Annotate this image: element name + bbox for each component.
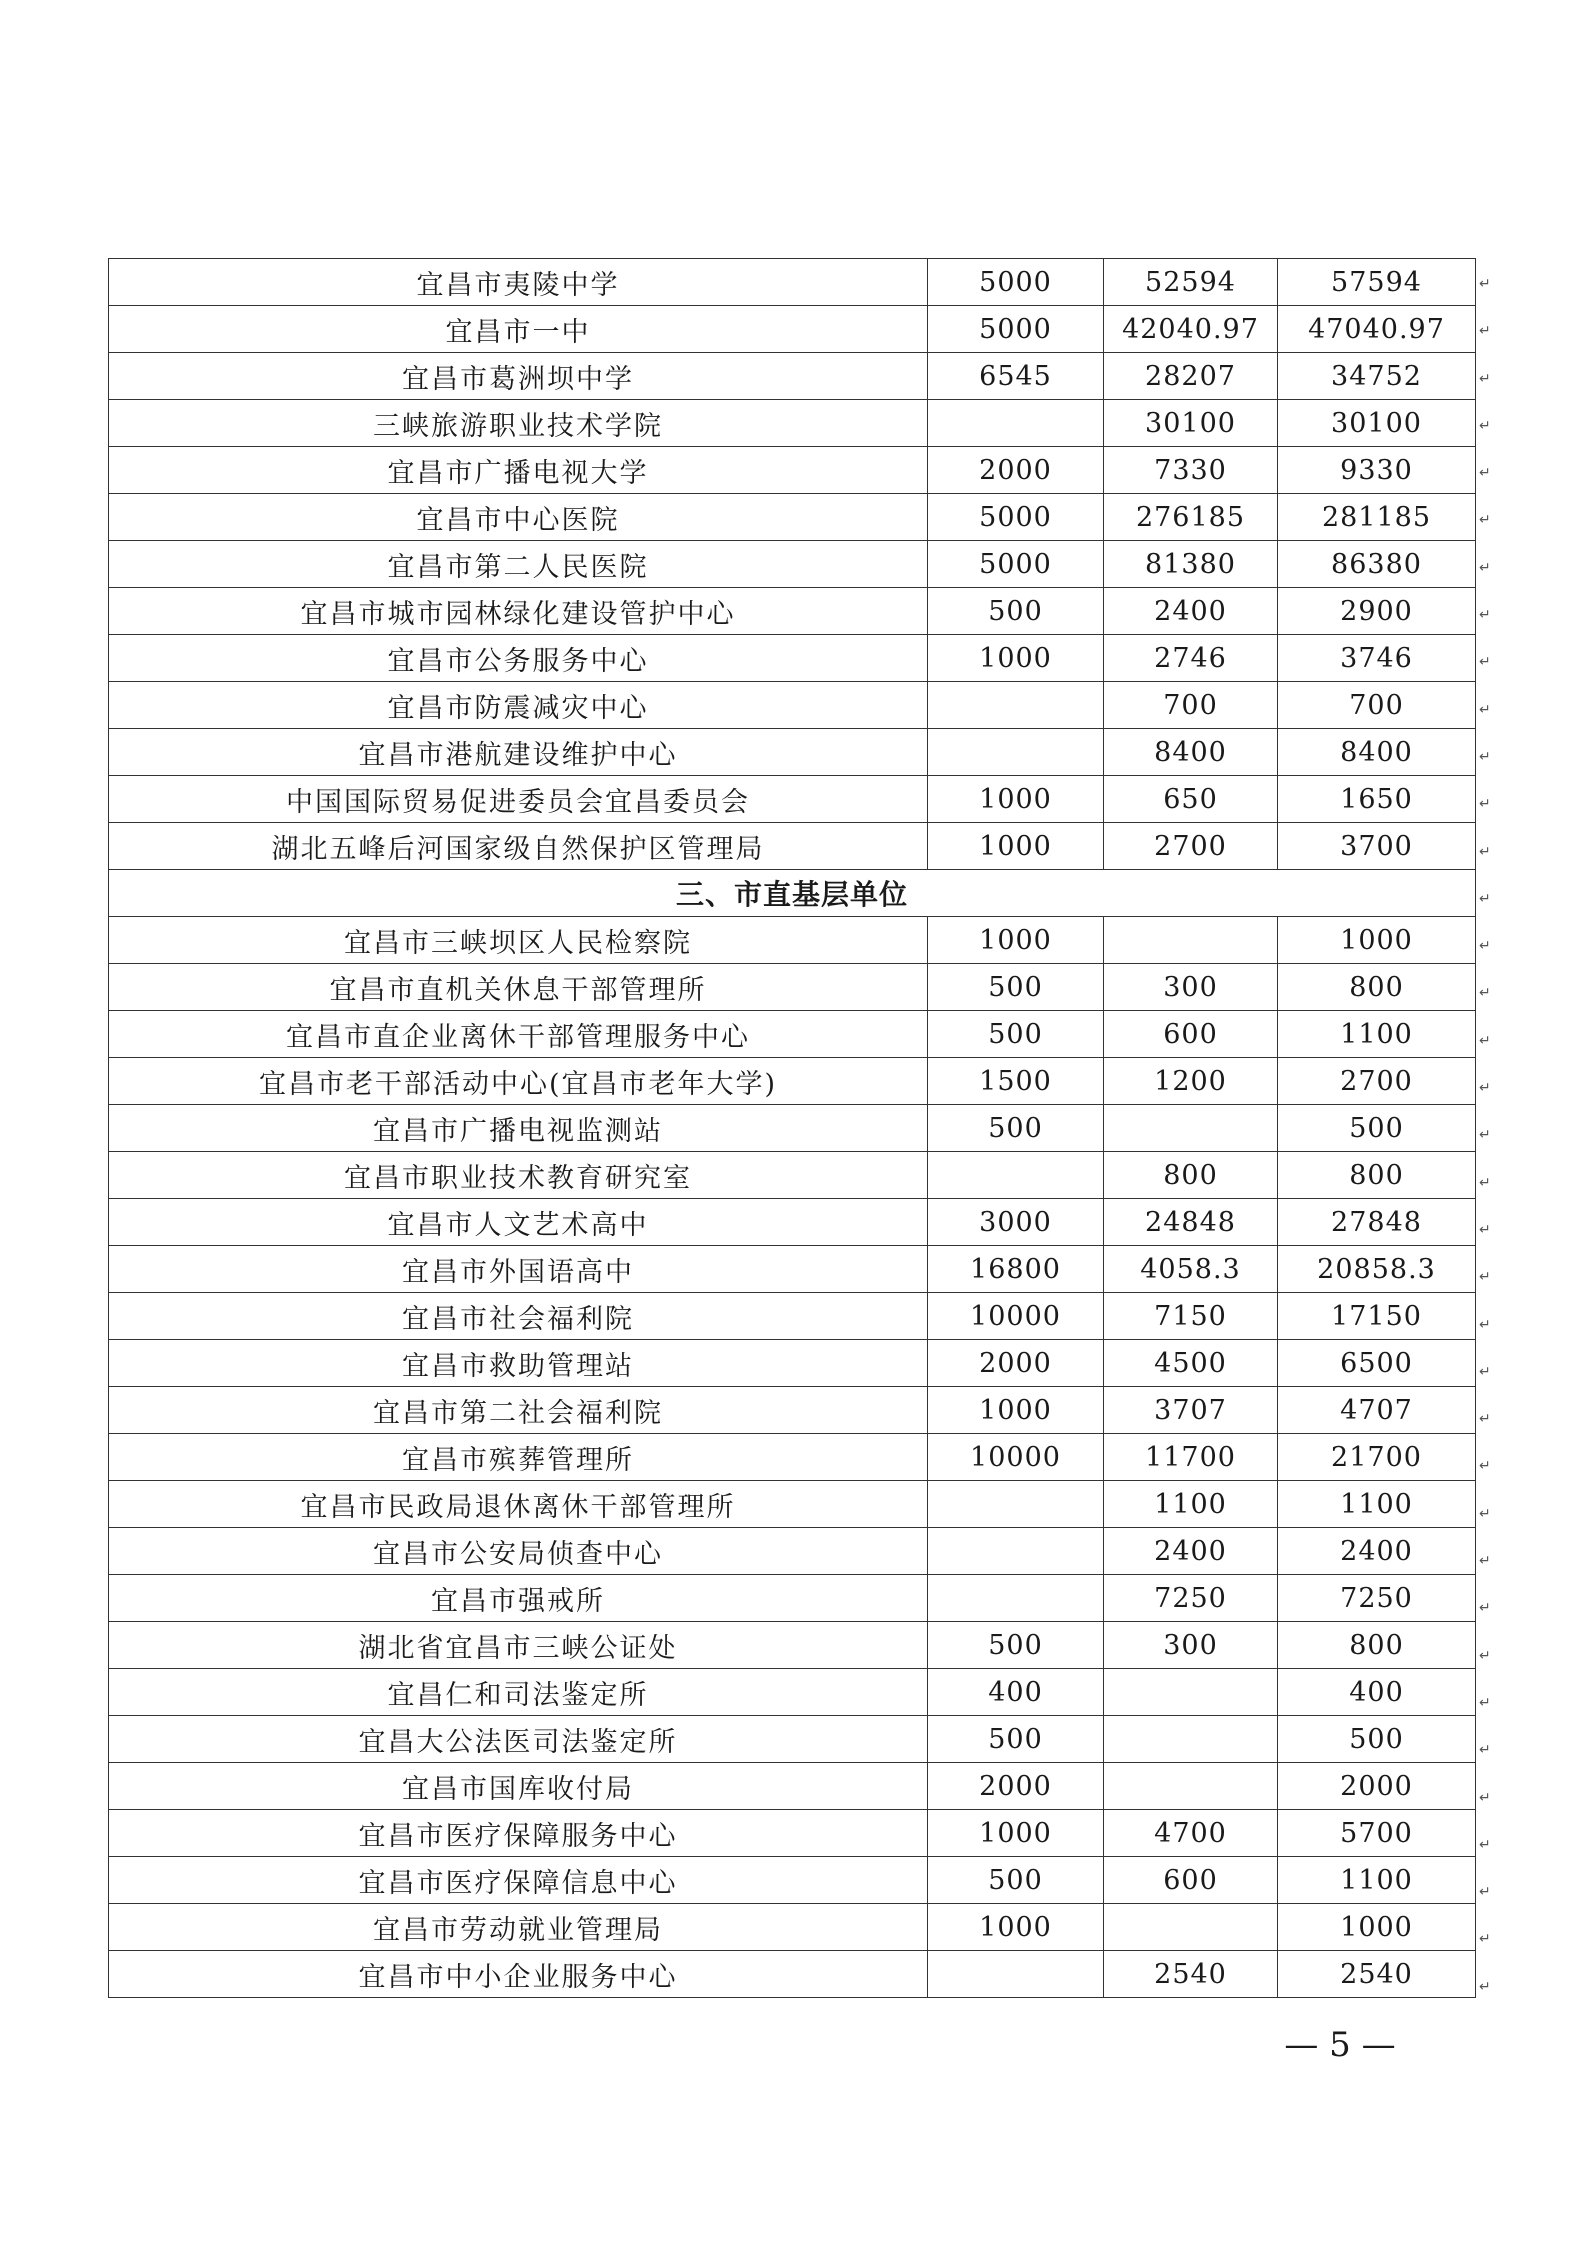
amount-cell-2: 81380 <box>1104 541 1278 588</box>
amount-cell-2: 4500 <box>1104 1340 1278 1387</box>
row-end-mark <box>1477 1913 1491 1960</box>
amount-total-cell: 2700 <box>1278 1058 1476 1105</box>
amount-total-cell: 34752 <box>1278 353 1476 400</box>
row-end-mark <box>1477 636 1491 683</box>
unit-name-cell: 宜昌市中小企业服务中心 <box>109 1951 928 1998</box>
amount-total-cell: 1100 <box>1278 1481 1476 1528</box>
amount-total-cell: 1000 <box>1278 917 1476 964</box>
return-mark-icon: ↵ <box>1479 1080 1491 1097</box>
return-mark-icon: ↵ <box>1479 1458 1491 1475</box>
table-row <box>109 1716 1476 1763</box>
return-mark-icon: ↵ <box>1479 796 1491 813</box>
amount-cell-2: 2540 <box>1104 1951 1278 1998</box>
amount-total-cell: 27848 <box>1278 1199 1476 1246</box>
unit-name-cell: 宜昌市救助管理站 <box>109 1340 928 1387</box>
table-row <box>109 1857 1476 1904</box>
return-mark-icon: ↵ <box>1479 1931 1491 1948</box>
return-mark-icon: ↵ <box>1479 985 1491 1002</box>
unit-name-cell: 宜昌市殡葬管理所 <box>109 1434 928 1481</box>
amount-cell-1: 1000 <box>928 823 1104 870</box>
amount-total-cell: 1100 <box>1278 1011 1476 1058</box>
amount-cell-2: 300 <box>1104 1622 1278 1669</box>
unit-name-cell: 宜昌大公法医司法鉴定所 <box>109 1716 928 1763</box>
amount-total-cell: 9330 <box>1278 447 1476 494</box>
unit-name-cell: 宜昌市防震减灾中心 <box>109 682 928 729</box>
amount-total-cell: 21700 <box>1278 1434 1476 1481</box>
return-mark-icon: ↵ <box>1479 1600 1491 1617</box>
amount-cell-1 <box>928 1152 1104 1199</box>
amount-total-cell: 2900 <box>1278 588 1476 635</box>
amount-total-cell: 8400 <box>1278 729 1476 776</box>
table-row <box>109 1152 1476 1199</box>
row-end-mark <box>1477 1251 1491 1298</box>
return-mark-icon: ↵ <box>1479 748 1491 765</box>
amount-cell-2: 2400 <box>1104 588 1278 635</box>
amount-cell-1: 5000 <box>928 259 1104 306</box>
unit-name-cell: 宜昌市职业技术教育研究室 <box>109 1152 928 1199</box>
amount-cell-1: 500 <box>928 1011 1104 1058</box>
amount-total-cell: 700 <box>1278 682 1476 729</box>
amount-cell-1: 1000 <box>928 1387 1104 1434</box>
table-row <box>109 635 1476 682</box>
unit-name-cell: 宜昌市葛洲坝中学 <box>109 353 928 400</box>
amount-cell-2: 600 <box>1104 1857 1278 1904</box>
return-mark-icon: ↵ <box>1479 1174 1491 1191</box>
row-end-mark <box>1477 589 1491 636</box>
amount-cell-1: 1000 <box>928 635 1104 682</box>
row-end-mark <box>1477 873 1491 920</box>
unit-name-cell: 宜昌市老干部活动中心(宜昌市老年大学) <box>109 1058 928 1105</box>
amount-total-cell: 1100 <box>1278 1857 1476 1904</box>
table-row <box>109 1951 1476 1998</box>
amount-total-cell: 17150 <box>1278 1293 1476 1340</box>
table-row <box>109 1293 1476 1340</box>
table-row <box>109 964 1476 1011</box>
amount-cell-2: 4058.3 <box>1104 1246 1278 1293</box>
unit-name-cell: 宜昌市直机关休息干部管理所 <box>109 964 928 1011</box>
unit-name-cell: 宜昌市港航建设维护中心 <box>109 729 928 776</box>
unit-name-cell: 宜昌市人文艺术高中 <box>109 1199 928 1246</box>
return-mark-icon: ↵ <box>1479 843 1491 860</box>
amount-cell-1: 500 <box>928 964 1104 1011</box>
amount-cell-2: 7150 <box>1104 1293 1278 1340</box>
amount-cell-1: 3000 <box>928 1199 1104 1246</box>
row-end-mark <box>1477 542 1491 589</box>
return-mark-icon: ↵ <box>1479 1221 1491 1238</box>
amount-cell-1 <box>928 1481 1104 1528</box>
table-row <box>109 541 1476 588</box>
amount-cell-2: 24848 <box>1104 1199 1278 1246</box>
unit-name-cell: 宜昌市城市园林绿化建设管护中心 <box>109 588 928 635</box>
amount-total-cell: 4707 <box>1278 1387 1476 1434</box>
row-end-mark <box>1477 258 1491 305</box>
row-end-mark <box>1477 1346 1491 1393</box>
unit-name-cell: 宜昌市外国语高中 <box>109 1246 928 1293</box>
table-row <box>109 1246 1476 1293</box>
amount-cell-2: 52594 <box>1104 259 1278 306</box>
row-end-mark <box>1477 1724 1491 1771</box>
table-row <box>109 1763 1476 1810</box>
return-mark-icon: ↵ <box>1479 465 1491 482</box>
amount-cell-1: 1500 <box>928 1058 1104 1105</box>
return-mark-icon: ↵ <box>1479 890 1491 907</box>
return-mark-icon: ↵ <box>1479 1647 1491 1664</box>
table-row <box>109 1011 1476 1058</box>
amount-total-cell: 500 <box>1278 1105 1476 1152</box>
amount-cell-1: 1000 <box>928 1904 1104 1951</box>
return-mark-icon: ↵ <box>1479 1316 1491 1333</box>
row-end-mark <box>1477 1440 1491 1487</box>
return-mark-icon: ↵ <box>1479 1694 1491 1711</box>
row-end-mark <box>1477 1157 1491 1204</box>
row-end-mark <box>1477 1772 1491 1819</box>
unit-name-cell: 宜昌市医疗保障信息中心 <box>109 1857 928 1904</box>
unit-name-cell: 宜昌市三峡坝区人民检察院 <box>109 917 928 964</box>
table-row <box>109 1622 1476 1669</box>
table-row <box>109 1575 1476 1622</box>
amount-cell-2: 800 <box>1104 1152 1278 1199</box>
amount-cell-2: 2400 <box>1104 1528 1278 1575</box>
table-row <box>109 1340 1476 1387</box>
table-row <box>109 259 1476 306</box>
amount-cell-1: 5000 <box>928 306 1104 353</box>
table-row <box>109 682 1476 729</box>
page-number: — 5 — <box>1284 2025 1396 2065</box>
return-mark-icon: ↵ <box>1479 1269 1491 1286</box>
unit-name-cell: 宜昌市强戒所 <box>109 1575 928 1622</box>
table-row <box>109 1434 1476 1481</box>
amount-cell-2: 1100 <box>1104 1481 1278 1528</box>
amount-total-cell: 2000 <box>1278 1763 1476 1810</box>
row-end-mark <box>1477 1630 1491 1677</box>
return-mark-icon: ↵ <box>1479 1032 1491 1049</box>
amount-cell-2: 600 <box>1104 1011 1278 1058</box>
table-row <box>109 1199 1476 1246</box>
row-end-mark <box>1477 778 1491 825</box>
row-end-mark <box>1477 305 1491 352</box>
section-header-row <box>109 870 1476 917</box>
amount-total-cell: 800 <box>1278 1622 1476 1669</box>
amount-cell-2: 30100 <box>1104 400 1278 447</box>
unit-name-cell: 宜昌市医疗保障服务中心 <box>109 1810 928 1857</box>
row-end-mark <box>1477 1393 1491 1440</box>
unit-name-cell: 宜昌市公务服务中心 <box>109 635 928 682</box>
return-mark-icon: ↵ <box>1479 1553 1491 1570</box>
amount-cell-2: 276185 <box>1104 494 1278 541</box>
table-row <box>109 447 1476 494</box>
return-mark-icon: ↵ <box>1479 1505 1491 1522</box>
amount-cell-2: 7330 <box>1104 447 1278 494</box>
amount-total-cell: 281185 <box>1278 494 1476 541</box>
return-mark-icon: ↵ <box>1479 1978 1491 1995</box>
return-mark-icon: ↵ <box>1479 1789 1491 1806</box>
amount-cell-2: 3707 <box>1104 1387 1278 1434</box>
unit-name-cell: 宜昌市民政局退休离休干部管理所 <box>109 1481 928 1528</box>
amount-total-cell: 7250 <box>1278 1575 1476 1622</box>
table-row <box>109 494 1476 541</box>
amount-cell-1 <box>928 682 1104 729</box>
table-row <box>109 823 1476 870</box>
unit-name-cell: 宜昌市第二人民医院 <box>109 541 928 588</box>
amount-cell-1: 500 <box>928 1622 1104 1669</box>
row-end-mark <box>1477 1582 1491 1629</box>
table-row <box>109 1481 1476 1528</box>
amount-cell-2 <box>1104 1669 1278 1716</box>
return-mark-icon: ↵ <box>1479 1836 1491 1853</box>
return-mark-icon: ↵ <box>1479 512 1491 529</box>
amount-cell-1: 1000 <box>928 776 1104 823</box>
row-end-mark <box>1477 447 1491 494</box>
amount-cell-2: 2746 <box>1104 635 1278 682</box>
unit-name-cell: 宜昌市一中 <box>109 306 928 353</box>
amount-cell-2: 28207 <box>1104 353 1278 400</box>
return-mark-icon: ↵ <box>1479 607 1491 624</box>
return-mark-icon: ↵ <box>1479 323 1491 340</box>
row-end-mark <box>1477 826 1491 873</box>
amount-cell-2 <box>1104 1105 1278 1152</box>
amount-cell-1: 2000 <box>928 447 1104 494</box>
unit-name-cell: 湖北省宜昌市三峡公证处 <box>109 1622 928 1669</box>
return-mark-icon: ↵ <box>1479 701 1491 718</box>
amount-total-cell: 3746 <box>1278 635 1476 682</box>
table-row <box>109 1387 1476 1434</box>
table-row <box>109 1528 1476 1575</box>
amount-total-cell: 800 <box>1278 1152 1476 1199</box>
amount-total-cell: 3700 <box>1278 823 1476 870</box>
unit-name-cell: 宜昌市中心医院 <box>109 494 928 541</box>
amount-cell-1: 500 <box>928 1105 1104 1152</box>
return-mark-icon: ↵ <box>1479 654 1491 671</box>
amount-cell-1: 500 <box>928 1857 1104 1904</box>
amount-cell-1: 2000 <box>928 1763 1104 1810</box>
unit-name-cell: 湖北五峰后河国家级自然保护区管理局 <box>109 823 928 870</box>
amount-cell-1: 400 <box>928 1669 1104 1716</box>
return-mark-icon: ↵ <box>1479 559 1491 576</box>
row-end-mark <box>1477 684 1491 731</box>
row-end-mark <box>1477 1062 1491 1109</box>
amount-cell-2 <box>1104 1904 1278 1951</box>
amount-cell-2: 42040.97 <box>1104 306 1278 353</box>
amount-cell-1 <box>928 729 1104 776</box>
amount-total-cell: 1650 <box>1278 776 1476 823</box>
table-row <box>109 588 1476 635</box>
budget-table <box>108 258 1476 1998</box>
amount-cell-2: 8400 <box>1104 729 1278 776</box>
table-row <box>109 729 1476 776</box>
amount-cell-1: 500 <box>928 588 1104 635</box>
table-body <box>109 259 1476 1998</box>
amount-cell-1: 1000 <box>928 917 1104 964</box>
return-mark-icon: ↵ <box>1479 938 1491 955</box>
unit-name-cell: 中国国际贸易促进委员会宜昌委员会 <box>109 776 928 823</box>
amount-cell-1: 1000 <box>928 1810 1104 1857</box>
unit-name-cell: 宜昌市社会福利院 <box>109 1293 928 1340</box>
amount-cell-1: 16800 <box>928 1246 1104 1293</box>
row-end-mark <box>1477 1535 1491 1582</box>
return-mark-icon: ↵ <box>1479 276 1491 292</box>
row-end-mark <box>1477 1866 1491 1913</box>
amount-cell-2: 7250 <box>1104 1575 1278 1622</box>
amount-total-cell: 500 <box>1278 1716 1476 1763</box>
return-mark-icon: ↵ <box>1479 1742 1491 1759</box>
amount-cell-2: 700 <box>1104 682 1278 729</box>
return-mark-icon: ↵ <box>1479 417 1491 434</box>
amount-total-cell: 5700 <box>1278 1810 1476 1857</box>
row-end-mark <box>1477 1299 1491 1346</box>
amount-total-cell: 400 <box>1278 1669 1476 1716</box>
row-end-mark <box>1477 1677 1491 1724</box>
amount-total-cell: 86380 <box>1278 541 1476 588</box>
amount-cell-2: 300 <box>1104 964 1278 1011</box>
unit-name-cell: 宜昌市公安局侦查中心 <box>109 1528 928 1575</box>
amount-cell-2: 1200 <box>1104 1058 1278 1105</box>
table-row <box>109 776 1476 823</box>
table-row <box>109 400 1476 447</box>
unit-name-cell: 三峡旅游职业技术学院 <box>109 400 928 447</box>
return-mark-icon: ↵ <box>1479 1363 1491 1380</box>
table-row <box>109 917 1476 964</box>
amount-total-cell: 30100 <box>1278 400 1476 447</box>
amount-cell-2 <box>1104 1763 1278 1810</box>
row-end-mark <box>1477 731 1491 778</box>
amount-cell-1: 10000 <box>928 1293 1104 1340</box>
row-end-mark <box>1477 1109 1491 1156</box>
table-row <box>109 353 1476 400</box>
return-mark-icon: ↵ <box>1479 1411 1491 1428</box>
unit-name-cell: 宜昌仁和司法鉴定所 <box>109 1669 928 1716</box>
table-row <box>109 1058 1476 1105</box>
row-end-mark <box>1477 400 1491 447</box>
amount-cell-2: 11700 <box>1104 1434 1278 1481</box>
amount-cell-1 <box>928 1575 1104 1622</box>
row-end-marks <box>1477 258 1491 2008</box>
row-end-mark <box>1477 920 1491 967</box>
amount-cell-1 <box>928 400 1104 447</box>
row-end-mark <box>1477 1015 1491 1062</box>
row-end-mark <box>1477 494 1491 541</box>
amount-cell-1 <box>928 1951 1104 1998</box>
amount-total-cell: 47040.97 <box>1278 306 1476 353</box>
return-mark-icon: ↵ <box>1479 370 1491 387</box>
amount-total-cell: 6500 <box>1278 1340 1476 1387</box>
amount-cell-2 <box>1104 1716 1278 1763</box>
table-row <box>109 1904 1476 1951</box>
amount-total-cell: 2540 <box>1278 1951 1476 1998</box>
unit-name-cell: 宜昌市直企业离休干部管理服务中心 <box>109 1011 928 1058</box>
amount-cell-1: 2000 <box>928 1340 1104 1387</box>
amount-total-cell: 2400 <box>1278 1528 1476 1575</box>
amount-cell-1: 10000 <box>928 1434 1104 1481</box>
table-row <box>109 1669 1476 1716</box>
table-row <box>109 1810 1476 1857</box>
amount-cell-1: 6545 <box>928 353 1104 400</box>
row-end-mark <box>1477 1204 1491 1251</box>
table-row <box>109 1105 1476 1152</box>
amount-cell-2: 650 <box>1104 776 1278 823</box>
amount-cell-1: 500 <box>928 1716 1104 1763</box>
table-row <box>109 306 1476 353</box>
unit-name-cell: 宜昌市广播电视监测站 <box>109 1105 928 1152</box>
amount-cell-2: 4700 <box>1104 1810 1278 1857</box>
unit-name-cell: 宜昌市劳动就业管理局 <box>109 1904 928 1951</box>
amount-cell-1: 5000 <box>928 541 1104 588</box>
amount-total-cell: 1000 <box>1278 1904 1476 1951</box>
section-title: 三、市直基层单位 <box>109 870 1476 917</box>
amount-cell-1 <box>928 1528 1104 1575</box>
row-end-mark <box>1477 967 1491 1014</box>
unit-name-cell: 宜昌市夷陵中学 <box>109 259 928 306</box>
amount-total-cell: 20858.3 <box>1278 1246 1476 1293</box>
return-mark-icon: ↵ <box>1479 1884 1491 1901</box>
row-end-mark <box>1477 353 1491 400</box>
row-end-mark <box>1477 1819 1491 1866</box>
amount-cell-2 <box>1104 917 1278 964</box>
amount-cell-2: 2700 <box>1104 823 1278 870</box>
amount-total-cell: 800 <box>1278 964 1476 1011</box>
unit-name-cell: 宜昌市国库收付局 <box>109 1763 928 1810</box>
return-mark-icon: ↵ <box>1479 1127 1491 1144</box>
unit-name-cell: 宜昌市第二社会福利院 <box>109 1387 928 1434</box>
unit-name-cell: 宜昌市广播电视大学 <box>109 447 928 494</box>
row-end-mark <box>1477 1961 1491 2008</box>
row-end-mark <box>1477 1488 1491 1535</box>
amount-cell-1: 5000 <box>928 494 1104 541</box>
amount-total-cell: 57594 <box>1278 259 1476 306</box>
